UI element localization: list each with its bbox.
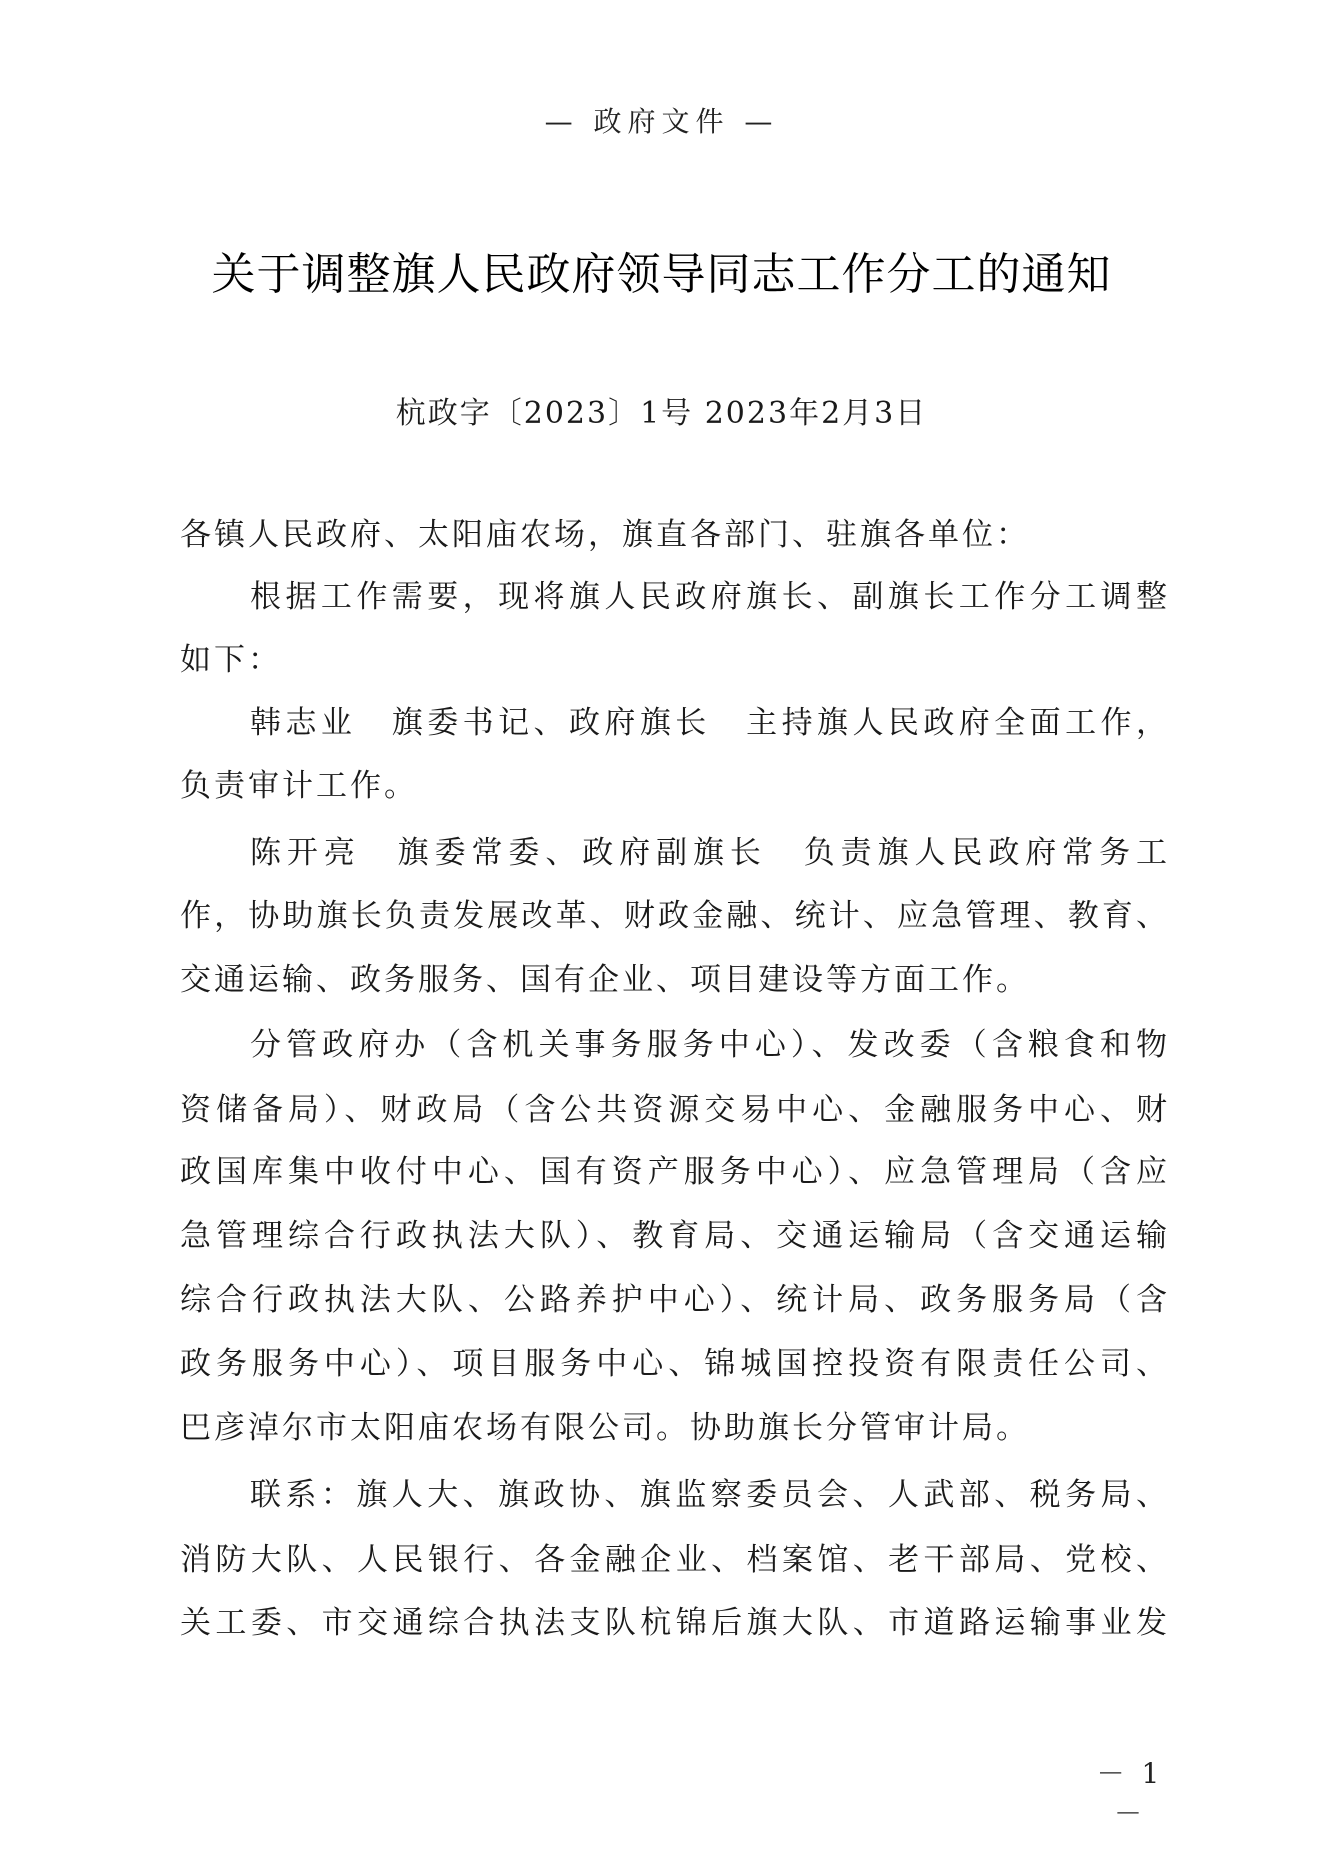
body-line: 综合行政执法大队、公路养护中心）、统计局、政务服务局（含 [180, 1282, 1170, 1318]
body-line: 韩志业 旗委书记、政府旗长 主持旗人民政府全面工作， [250, 705, 1170, 741]
body-line: 联系：旗人大、旗政协、旗监察委员会、人武部、税务局、 [250, 1477, 1170, 1513]
document-category-header: — 政府文件 — [544, 105, 779, 138]
body-line: 如下： [180, 642, 282, 678]
body-line: 各镇人民政府、太阳庙农场，旗直各部门、驻旗各单位： [180, 517, 1030, 553]
document-title: 关于调整旗人民政府领导同志工作分工的通知 [211, 249, 1112, 300]
body-line: 陈开亮 旗委常委、政府副旗长 负责旗人民政府常务工 [250, 835, 1170, 871]
page-number: － 1 － [1096, 1757, 1164, 1830]
body-line: 急管理综合行政执法大队）、教育局、交通运输局（含交通运输 [180, 1218, 1170, 1254]
document-number-and-date: 杭政字〔2023〕1号 2023年2月3日 [395, 396, 928, 431]
body-line: 巴彦淖尔市太阳庙农场有限公司。协助旗长分管审计局。 [180, 1410, 1030, 1446]
body-line: 政国库集中收付中心、国有资产服务中心）、应急管理局（含应 [180, 1154, 1170, 1190]
body-line: 交通运输、政务服务、国有企业、项目建设等方面工作。 [180, 962, 1030, 998]
body-line: 资储备局）、财政局（含公共资源交易中心、金融服务中心、财 [180, 1092, 1170, 1128]
body-line: 负责审计工作。 [180, 768, 418, 804]
body-line: 消防大队、人民银行、各金融企业、档案馆、老干部局、党校、 [180, 1542, 1170, 1578]
body-line: 政务服务中心）、项目服务中心、锦城国控投资有限责任公司、 [180, 1346, 1170, 1382]
body-line: 分管政府办（含机关事务服务中心）、发改委（含粮食和物 [250, 1027, 1170, 1063]
body-line: 根据工作需要，现将旗人民政府旗长、副旗长工作分工调整 [250, 579, 1170, 615]
body-line: 关工委、市交通综合执法支队杭锦后旗大队、市道路运输事业发 [180, 1605, 1170, 1641]
body-line: 作，协助旗长负责发展改革、财政金融、统计、应急管理、教育、 [180, 898, 1170, 934]
